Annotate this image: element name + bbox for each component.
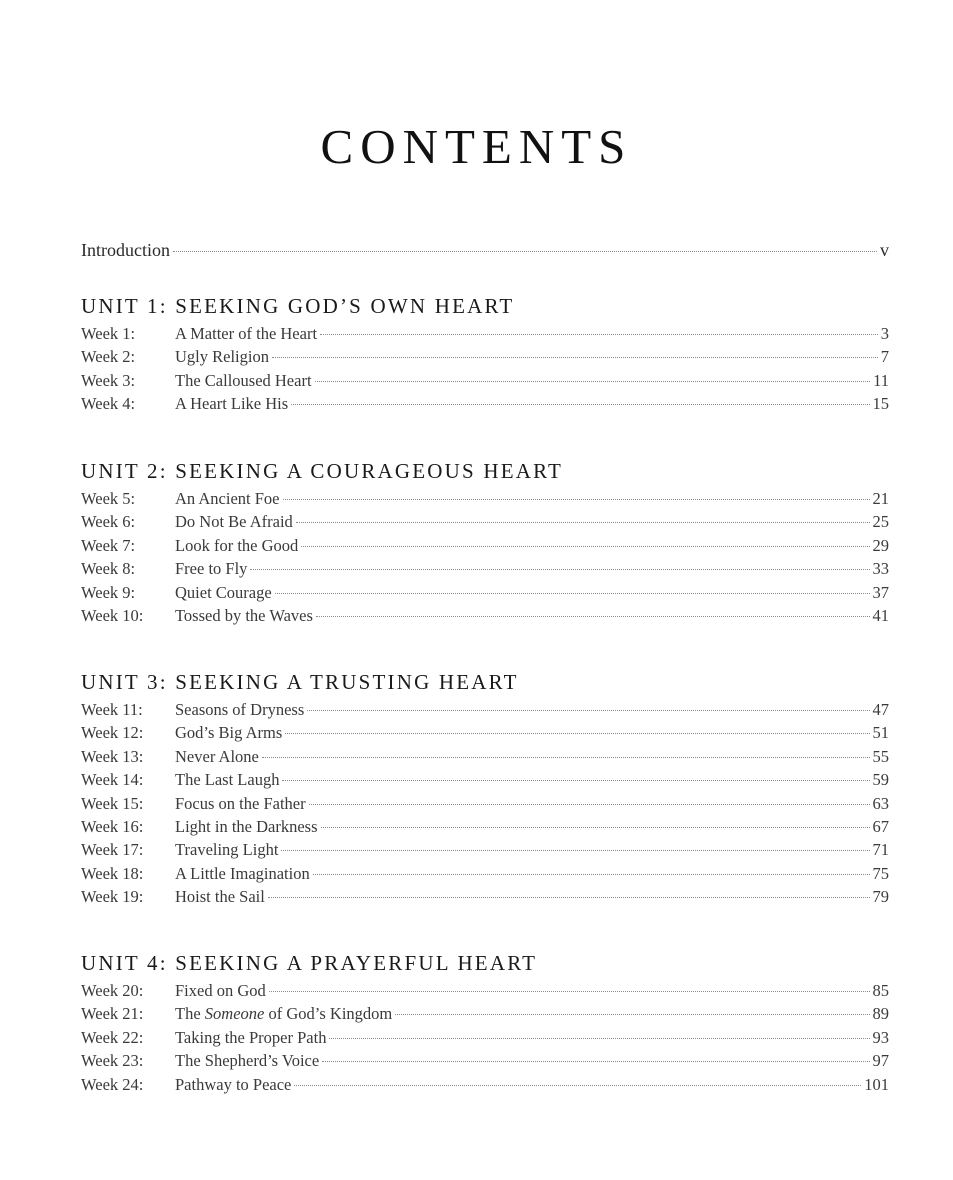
dot-leader [275, 593, 870, 594]
dot-leader [285, 733, 869, 734]
unit-3-section [81, 670, 889, 911]
page-number: 11 [873, 370, 889, 390]
entry-title: A Matter of the Heart [175, 324, 318, 343]
dot-leader [329, 1038, 869, 1039]
dot-leader [322, 1061, 869, 1062]
page-number: 101 [864, 1074, 889, 1094]
week-label: Week 19: [81, 887, 144, 907]
dot-leader [268, 897, 870, 898]
page-number: 25 [872, 512, 889, 532]
toc-entry[interactable] [81, 489, 889, 512]
toc-entry[interactable] [81, 770, 889, 793]
entry-title: The Last Laugh [175, 770, 280, 790]
toc-entry[interactable] [81, 817, 889, 840]
dot-leader [283, 499, 870, 500]
page-number: 71 [872, 840, 889, 860]
week-label: Week 6: [81, 512, 136, 532]
unit-heading: UNIT 3: SEEKING A TRUSTING HEART [81, 670, 519, 694]
toc-entry[interactable] [81, 840, 889, 863]
dot-leader [269, 991, 870, 992]
page-number: 7 [880, 347, 889, 367]
dot-leader [291, 404, 869, 405]
unit-1-section [81, 294, 889, 418]
entry-title: Light in the Darkness [175, 816, 318, 836]
entry-title: Free to Fly [175, 559, 248, 579]
toc-entry[interactable] [81, 512, 889, 535]
toc-entry[interactable] [81, 394, 889, 417]
toc-entry[interactable] [81, 324, 889, 347]
toc-entry[interactable] [81, 794, 889, 817]
toc-entry[interactable] [81, 347, 889, 370]
page-title: CONTENTS [320, 119, 633, 174]
entry-title: Fixed on God [175, 981, 266, 1000]
page-number: 47 [872, 700, 889, 719]
introduction-page-number: v [880, 240, 889, 260]
page-number: 67 [872, 816, 889, 836]
page-number: 89 [872, 1004, 889, 1024]
page-number: 55 [872, 746, 889, 766]
dot-leader [395, 1014, 869, 1015]
page-number: 63 [872, 793, 889, 813]
week-label: Week 7: [81, 535, 136, 555]
dot-leader [250, 569, 869, 570]
page-number: 33 [872, 559, 889, 579]
week-label: Week 16: [81, 816, 144, 836]
toc-entry[interactable] [81, 747, 889, 770]
toc-entry[interactable] [81, 606, 889, 629]
page-number: 93 [872, 1027, 889, 1047]
entry-title: Tossed by the Waves [175, 605, 313, 625]
introduction-title: Introduction [81, 240, 170, 260]
dot-leader [281, 850, 869, 851]
toc-entry[interactable] [81, 700, 889, 723]
week-label: Week 9: [81, 582, 136, 602]
unit-2-section [81, 459, 889, 629]
week-label: Week 5: [81, 489, 136, 508]
page-number: 37 [872, 582, 889, 602]
week-label: Week 15: [81, 793, 144, 813]
entry-title-part: of God’s Kingdom [264, 1004, 393, 1024]
page-number: 75 [872, 863, 889, 883]
week-label: Week 4: [81, 394, 136, 414]
dot-leader [309, 804, 870, 805]
toc-entry[interactable] [81, 887, 889, 910]
dot-leader [294, 1085, 861, 1086]
page-number: 3 [880, 324, 889, 343]
toc-entry[interactable] [81, 1004, 889, 1027]
week-label: Week 13: [81, 746, 144, 766]
entry-title: Focus on the Father [175, 793, 306, 813]
toc-entry[interactable] [81, 1028, 889, 1051]
week-label: Week 22: [81, 1027, 144, 1047]
dot-leader [173, 251, 877, 252]
page-number: 15 [872, 394, 889, 414]
entry-title: Pathway to Peace [175, 1074, 292, 1094]
entry-title: The Calloused Heart [175, 370, 312, 390]
toc-entry[interactable] [81, 981, 889, 1004]
toc-introduction-row[interactable] [81, 240, 889, 261]
week-label: Week 8: [81, 559, 136, 579]
entry-title: An Ancient Foe [175, 489, 280, 508]
entry-title: Do Not Be Afraid [175, 512, 293, 532]
week-label: Week 18: [81, 863, 144, 883]
page-number: 41 [872, 605, 889, 625]
week-label: Week 21: [81, 1004, 144, 1024]
page-number: 79 [872, 887, 889, 907]
dot-leader [316, 616, 870, 617]
toc-entry[interactable] [81, 723, 889, 746]
page-number: 29 [872, 535, 889, 555]
toc-entry[interactable] [81, 1051, 889, 1074]
week-label: Week 23: [81, 1051, 144, 1071]
toc-entry[interactable] [81, 864, 889, 887]
week-label: Week 1: [81, 324, 136, 343]
toc-entry[interactable] [81, 583, 889, 606]
entry-title: Seasons of Dryness [175, 700, 305, 719]
week-label: Week 14: [81, 770, 144, 790]
dot-leader [301, 546, 869, 547]
unit-heading: UNIT 1: SEEKING GOD’S OWN HEART [81, 294, 515, 318]
unit-heading: UNIT 4: SEEKING A PRAYERFUL HEART [81, 951, 538, 975]
unit-4-section [81, 951, 889, 1098]
page-number: 97 [872, 1051, 889, 1071]
dot-leader [313, 874, 870, 875]
page-number: 51 [872, 723, 889, 743]
week-label: Week 10: [81, 605, 144, 625]
dot-leader [321, 827, 870, 828]
dot-leader [282, 780, 869, 781]
dot-leader [272, 357, 878, 358]
entry-title: Quiet Courage [175, 582, 272, 602]
entry-title: God’s Big Arms [175, 723, 283, 743]
toc-entry[interactable] [81, 371, 889, 394]
unit-heading: UNIT 2: SEEKING A COURAGEOUS HEART [81, 459, 564, 483]
week-label: Week 20: [81, 981, 144, 1000]
week-label: Week 2: [81, 347, 136, 367]
entry-title: The Shepherd’s Voice [175, 1051, 320, 1071]
dot-leader [296, 522, 870, 523]
week-label: Week 12: [81, 723, 144, 743]
entry-title [175, 1004, 392, 1024]
entry-title: Traveling Light [175, 840, 279, 860]
week-label: Week 11: [81, 700, 143, 719]
entry-title-part: The [175, 1004, 205, 1024]
entry-title: A Heart Like His [175, 394, 289, 414]
week-label: Week 17: [81, 840, 144, 860]
entry-title-italic: Someone [204, 1004, 265, 1024]
toc-entry[interactable] [81, 536, 889, 559]
week-label: Week 3: [81, 370, 136, 390]
dot-leader [262, 757, 870, 758]
toc-entry[interactable] [81, 1075, 889, 1098]
toc-entry[interactable] [81, 559, 889, 582]
entry-title: Ugly Religion [175, 347, 269, 367]
page-number: 85 [872, 981, 889, 1000]
entry-title: A Little Imagination [175, 863, 310, 883]
entry-title: Taking the Proper Path [175, 1027, 327, 1047]
page-number: 59 [872, 770, 889, 790]
entry-title: Hoist the Sail [175, 887, 265, 907]
dot-leader [315, 381, 871, 382]
entry-title: Look for the Good [175, 535, 299, 555]
entry-title: Never Alone [175, 746, 259, 766]
page-number: 21 [872, 489, 889, 508]
dot-leader [320, 334, 878, 335]
dot-leader [307, 710, 869, 711]
week-label: Week 24: [81, 1074, 144, 1094]
